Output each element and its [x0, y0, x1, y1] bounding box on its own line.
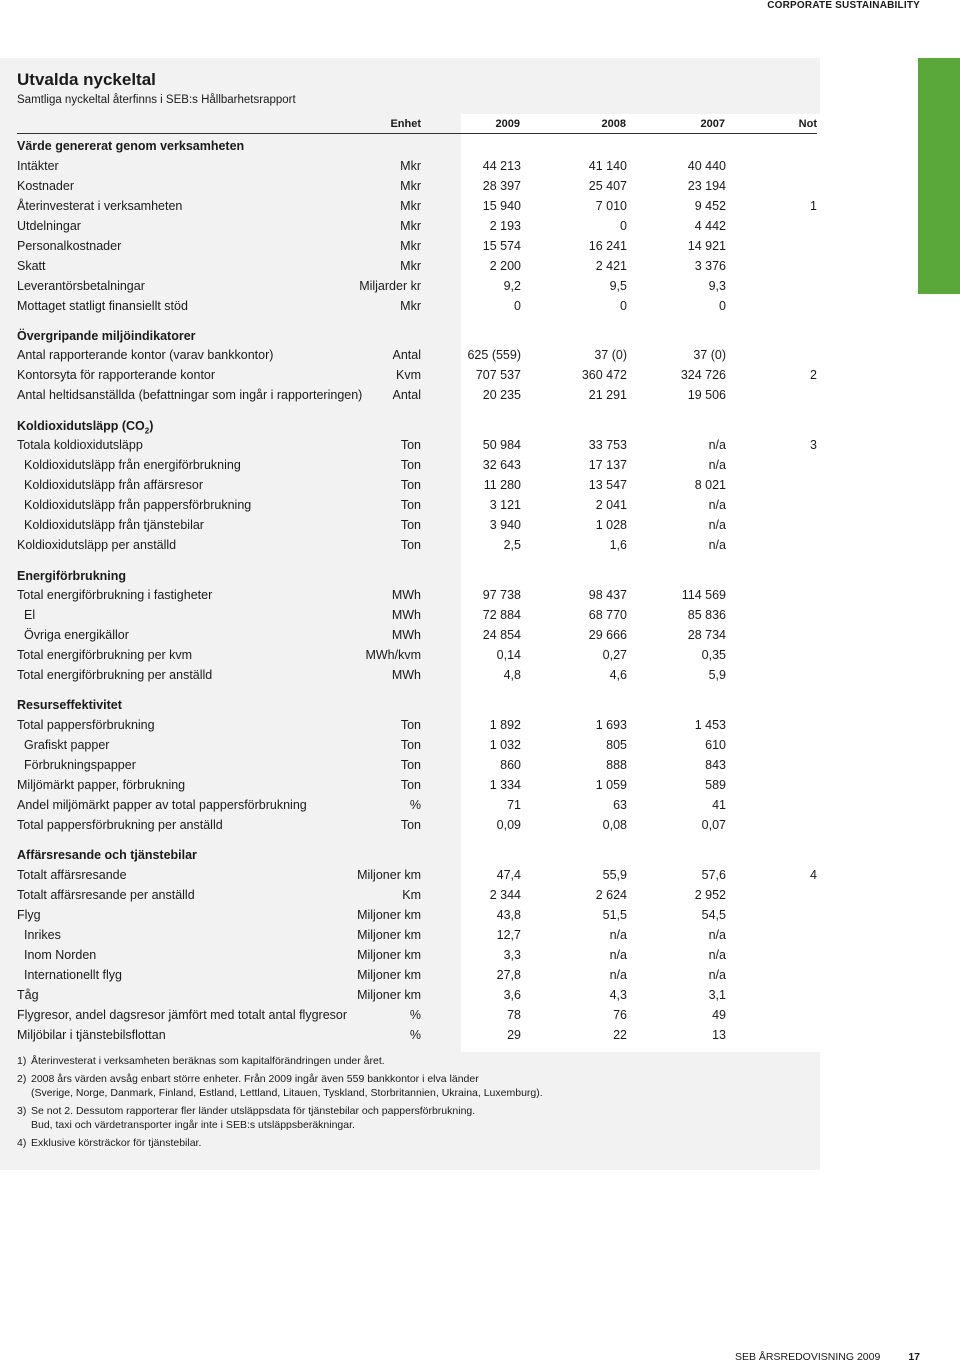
value-2009: 50 984: [482, 438, 521, 452]
value-2007: 49: [712, 1008, 726, 1022]
value-2007: 41: [712, 798, 726, 812]
value-2007: 4 442: [694, 219, 726, 233]
value-2008: 0: [620, 219, 627, 233]
value-2007: 3 376: [694, 259, 726, 273]
table-row: [17, 626, 817, 644]
value-2007: n/a: [708, 948, 726, 962]
value-2007: 54,5: [701, 908, 726, 922]
row-label: Andel miljömärkt papper av total pappersförbrukning: [17, 798, 307, 812]
value-2008: n/a: [609, 968, 627, 982]
section-title-value-generated: Värde genererat genom verksamheten: [17, 139, 245, 153]
row-unit: Miljoner km: [357, 868, 421, 882]
footnote-text: Se not 2. Dessutom rapporterar fler länder utsläppsdata för tjänstebilar och pappersförbrukning.: [31, 1105, 476, 1117]
row-unit: Miljoner km: [357, 908, 421, 922]
value-2007: n/a: [708, 968, 726, 982]
row-label: Totalt affärsresande per anställd: [17, 888, 195, 902]
footnote-text: (Sverige, Norge, Danmark, Finland, Estland, Lettland, Litauen, Tyskland, Storbritannien, Ukraina, Luxemburg).: [31, 1087, 543, 1099]
row-unit: Ton: [400, 758, 421, 772]
row-label: Kostnader: [17, 179, 74, 193]
row-label: Internationellt flyg: [24, 968, 122, 982]
value-2009: 1 334: [489, 778, 521, 792]
value-2008: 7 010: [595, 199, 627, 213]
table-row: [17, 816, 817, 834]
row-label: Kontorsyta för rapporterande kontor: [17, 368, 216, 382]
row-unit: Ton: [400, 738, 421, 752]
table-row: [17, 277, 817, 295]
row-label: Total energiförbrukning per kvm: [17, 648, 193, 662]
row-label: Utdelningar: [17, 219, 81, 233]
page-subtitle: Samtliga nyckeltal återfinns i SEB:s Hållbarhetsrapport: [17, 94, 296, 106]
row-unit: Mkr: [400, 299, 421, 313]
table-row: [17, 257, 817, 275]
value-2008: 1 059: [595, 778, 627, 792]
value-2009: 15 940: [482, 199, 521, 213]
value-2008: 4,6: [609, 668, 627, 682]
footnote: [17, 1072, 797, 1100]
footnote: [17, 1104, 797, 1132]
table-row: [17, 776, 817, 794]
row-unit: MWh/kvm: [365, 648, 421, 662]
value-2009: 625 (559): [467, 348, 521, 362]
value-2007: 9,3: [708, 279, 726, 293]
value-2008: 21 291: [588, 388, 627, 402]
value-2007: 114 569: [681, 588, 726, 602]
row-label: Total pappersförbrukning per anställd: [17, 818, 223, 832]
value-2007: 14 921: [687, 239, 726, 253]
row-unit: Ton: [400, 778, 421, 792]
value-2008: n/a: [609, 928, 627, 942]
footnote-number: 2): [17, 1073, 27, 1085]
table-row: [17, 237, 817, 255]
row-label: Total energiförbrukning i fastigheter: [17, 588, 213, 602]
value-2009: 2 200: [489, 259, 521, 273]
row-label: Antal rapporterande kontor (varav bankkontor): [17, 348, 274, 362]
row-label: Koldioxidutsläpp per anställd: [17, 538, 177, 552]
row-unit: MWh: [391, 668, 421, 682]
row-label: Totala koldioxidutsläpp: [17, 438, 143, 452]
value-2007: 3,1: [708, 988, 726, 1002]
value-2007: 23 194: [687, 179, 726, 193]
value-2008: 68 770: [588, 608, 627, 622]
value-2008: 55,9: [602, 868, 627, 882]
column-header-unit: Enhet: [390, 118, 421, 130]
table-row: [17, 646, 817, 664]
row-unit: Miljoner km: [357, 968, 421, 982]
value-2008: 888: [606, 758, 627, 772]
row-label: Mottaget statligt finansiellt stöd: [17, 299, 188, 313]
value-2007: 2 952: [694, 888, 726, 902]
column-header-2008: 2008: [601, 118, 626, 130]
table-row: [17, 796, 817, 814]
row-label: Leverantörsbetalningar: [17, 279, 145, 293]
row-unit: Mkr: [400, 259, 421, 273]
footnote-text: Exklusive körsträckor för tjänstebilar.: [31, 1137, 202, 1149]
row-unit: Km: [402, 888, 421, 902]
row-unit: Miljoner km: [357, 928, 421, 942]
row-unit: Ton: [400, 538, 421, 552]
value-2009: 15 574: [482, 239, 521, 253]
value-2008: 41 140: [588, 159, 627, 173]
table-row: [17, 736, 817, 754]
value-2009: 9,2: [503, 279, 521, 293]
value-2008: 13 547: [588, 478, 627, 492]
row-label: Koldioxidutsläpp från pappersförbrukning: [24, 498, 252, 512]
value-2009: 707 537: [475, 368, 521, 382]
table-row: [17, 716, 817, 734]
row-unit: %: [409, 1028, 421, 1042]
row-unit: Ton: [400, 518, 421, 532]
table-row: [17, 177, 817, 195]
value-2007: 0,35: [701, 648, 726, 662]
column-header-2009: 2009: [495, 118, 520, 130]
value-2007: 324 726: [680, 368, 726, 382]
table-row: [17, 946, 817, 964]
section-title-co2: Koldioxidutsläpp $(CO_2)$: [17, 419, 154, 436]
value-2008: 2 624: [595, 888, 627, 902]
report-name: SEB ÅRSREDOVISNING 2009: [735, 1351, 881, 1363]
value-2009: 24 854: [482, 628, 521, 642]
column-header-note: Not: [798, 118, 817, 130]
row-unit: %: [409, 1008, 421, 1022]
value-2009: 2 344: [489, 888, 521, 902]
value-2008: 2 041: [595, 498, 627, 512]
table-row: [17, 297, 817, 315]
value-2009: 20 235: [482, 388, 521, 402]
table-row: [17, 756, 817, 774]
row-label: Totalt affärsresande: [17, 868, 127, 882]
table-row: [17, 986, 817, 1004]
row-label: Personalkostnader: [17, 239, 122, 253]
footnotes: [17, 1054, 797, 1154]
value-2008: 51,5: [602, 908, 627, 922]
value-2009: 28 397: [482, 179, 521, 193]
table-row: [17, 586, 817, 604]
page-footer: [735, 1351, 920, 1364]
table-row: [17, 476, 817, 494]
value-2009: 4,8: [503, 668, 521, 682]
table-row: [17, 536, 817, 554]
row-label: Återinvesterat i verksamheten: [17, 199, 183, 213]
value-2008: 1 028: [595, 518, 627, 532]
row-label: Övriga energikällor: [24, 628, 129, 642]
value-2009: 2 193: [489, 219, 521, 233]
row-label: Flyg: [17, 908, 41, 922]
value-2008: 805: [606, 738, 627, 752]
value-2009: 2,5: [503, 538, 521, 552]
row-unit: Mkr: [400, 239, 421, 253]
column-header-2007: 2007: [700, 118, 725, 130]
row-unit: Ton: [400, 498, 421, 512]
table-row: [17, 1006, 817, 1024]
table-row: [17, 926, 817, 944]
table-row: [17, 886, 817, 904]
value-2009: 1 032: [489, 738, 521, 752]
value-2008: 0,08: [602, 818, 627, 832]
table-row: [17, 346, 817, 364]
row-unit: Ton: [400, 718, 421, 732]
value-2009: 3 121: [489, 498, 521, 512]
value-2007: 8 021: [694, 478, 726, 492]
row-unit: MWh: [391, 608, 421, 622]
value-2007: 589: [705, 778, 726, 792]
value-2009: 1 892: [489, 718, 521, 732]
value-2007: n/a: [708, 498, 726, 512]
row-label: Tåg: [17, 988, 39, 1002]
table-row: [17, 496, 817, 514]
value-2007: 0: [719, 299, 726, 313]
value-2007: 57,6: [701, 868, 726, 882]
table-row: [17, 906, 817, 924]
value-2009: 29: [507, 1028, 521, 1042]
value-2009: 97 738: [482, 588, 521, 602]
value-2009: 3,6: [503, 988, 521, 1002]
row-unit: Miljarder kr: [359, 279, 421, 293]
table-row: [17, 436, 817, 454]
value-2008: 33 753: [588, 438, 627, 452]
value-2008: 0: [620, 299, 627, 313]
row-label: El: [24, 608, 36, 622]
value-2008: 63: [613, 798, 627, 812]
value-2008: 360 472: [581, 368, 627, 382]
row-label: Intäkter: [17, 159, 59, 173]
table-row: [17, 1026, 817, 1044]
row-label: Skatt: [17, 259, 46, 273]
value-2007: 843: [705, 758, 726, 772]
row-unit: MWh: [391, 588, 421, 602]
value-2007: 5,9: [708, 668, 726, 682]
value-2009: 27,8: [496, 968, 521, 982]
table-row: [17, 366, 817, 384]
value-2009: 0,14: [496, 648, 521, 662]
row-unit: MWh: [391, 628, 421, 642]
row-unit: Ton: [400, 458, 421, 472]
value-2008: 2 421: [595, 259, 627, 273]
value-2007: 9 452: [694, 199, 726, 213]
row-label: Förbrukningspapper: [24, 758, 136, 772]
row-unit: Mkr: [400, 159, 421, 173]
footnote: [17, 1054, 797, 1068]
value-2007: n/a: [708, 458, 726, 472]
value-2009: 0: [514, 299, 521, 313]
table-row: [17, 456, 817, 474]
row-unit: Miljoner km: [357, 988, 421, 1002]
value-2008: 25 407: [588, 179, 627, 193]
row-label: Total pappersförbrukning: [17, 718, 155, 732]
table-row: [17, 157, 817, 175]
value-2008: 16 241: [588, 239, 627, 253]
row-note: 4: [810, 868, 817, 882]
header-divider: [17, 133, 817, 134]
value-2008: 1,6: [609, 538, 627, 552]
value-2009: 72 884: [482, 608, 521, 622]
section-title-environment: Övergripande miljöindikatorer: [17, 329, 196, 343]
row-label: Total energiförbrukning per anställd: [17, 668, 213, 682]
value-2007: 1 453: [694, 718, 726, 732]
table-row: [17, 386, 817, 404]
value-2007: n/a: [708, 538, 726, 552]
table-row: [17, 516, 817, 534]
table-row: [17, 217, 817, 235]
value-2008: 98 437: [588, 588, 627, 602]
section-color-tab: [918, 58, 960, 294]
row-unit: Ton: [400, 818, 421, 832]
value-2008: 37 (0): [594, 348, 627, 362]
row-label: Grafiskt papper: [24, 738, 110, 752]
footnote-number: 1): [17, 1055, 27, 1067]
value-2009: 11 280: [483, 478, 521, 492]
value-2008: 29 666: [588, 628, 627, 642]
value-2009: 78: [507, 1008, 521, 1022]
value-2009: 43,8: [496, 908, 521, 922]
value-2008: 4,3: [609, 988, 627, 1002]
row-unit: %: [409, 798, 421, 812]
row-label: Koldioxidutsläpp från energiförbrukning: [24, 458, 241, 472]
row-unit: Antal: [392, 388, 421, 402]
row-label: Koldioxidutsläpp från affärsresor: [24, 478, 204, 492]
value-2007: n/a: [708, 518, 726, 532]
value-2007: 28 734: [687, 628, 726, 642]
row-label: Miljömärkt papper, förbrukning: [17, 778, 186, 792]
value-2008: 22: [613, 1028, 627, 1042]
row-unit: Miljoner km: [357, 948, 421, 962]
section-title-travel: Affärsresande och tjänstebilar: [17, 848, 197, 862]
value-2009: 0,09: [496, 818, 521, 832]
value-2008: 1 693: [595, 718, 627, 732]
row-unit: Mkr: [400, 179, 421, 193]
value-2007: 0,07: [701, 818, 726, 832]
row-label: Koldioxidutsläpp från tjänstebilar: [24, 518, 204, 532]
value-2007: 13: [712, 1028, 726, 1042]
row-label: Antal heltidsanställda (befattningar som ingår i rapporteringen): [17, 388, 363, 402]
row-note: 3: [810, 438, 817, 452]
section-header-label: CORPORATE SUSTAINABILITY: [767, 0, 920, 11]
value-2007: n/a: [708, 928, 726, 942]
table-row: [17, 197, 817, 215]
footnote-text: Återinvesterat i verksamheten beräknas som kapitalförändringen under året.: [31, 1055, 385, 1067]
row-label: Flygresor, andel dagsresor jämfört med totalt antal flygresor: [17, 1008, 348, 1022]
value-2007: 85 836: [687, 608, 726, 622]
table-row: [17, 966, 817, 984]
value-2008: 17 137: [588, 458, 627, 472]
row-label: Inom Norden: [24, 948, 97, 962]
value-2007: 40 440: [687, 159, 726, 173]
value-2007: 19 506: [687, 388, 726, 402]
section-title-energy: Energiförbrukning: [17, 569, 127, 583]
value-2008: 9,5: [609, 279, 627, 293]
value-2009: 3 940: [489, 518, 521, 532]
row-unit: Antal: [392, 348, 421, 362]
row-unit: Ton: [400, 478, 421, 492]
footnote-number: 4): [17, 1137, 27, 1149]
row-note: 1: [810, 199, 817, 213]
row-label: Inrikes: [24, 928, 61, 942]
value-2008: 76: [613, 1008, 627, 1022]
footnote-number: 3): [17, 1105, 27, 1117]
row-unit: Ton: [400, 438, 421, 452]
footnote: [17, 1136, 797, 1150]
page-title: Utvalda nyckeltal: [17, 70, 156, 89]
value-2007: 610: [705, 738, 726, 752]
row-note: 2: [810, 368, 817, 382]
value-2009: 3,3: [503, 948, 521, 962]
value-2008: 0,27: [602, 648, 627, 662]
value-2009: 32 643: [482, 458, 521, 472]
row-unit: Kvm: [396, 368, 421, 382]
value-2008: n/a: [609, 948, 627, 962]
row-unit: Mkr: [400, 199, 421, 213]
table-row: [17, 606, 817, 624]
row-label: Miljöbilar i tjänstebilsflottan: [17, 1028, 166, 1042]
value-2007: n/a: [708, 438, 726, 452]
table-row: [17, 666, 817, 684]
footnote-text: 2008 års värden avsåg enbart större enheter. Från 2009 ingår även 559 bankkontor i elva länder: [31, 1073, 479, 1085]
value-2009: 71: [507, 798, 521, 812]
page-number: 17: [908, 1351, 920, 1363]
row-unit: Mkr: [400, 219, 421, 233]
table-row: [17, 866, 817, 884]
value-2009: 44 213: [482, 159, 521, 173]
value-2007: 37 (0): [693, 348, 726, 362]
value-2009: 47,4: [496, 868, 521, 882]
value-2009: 860: [500, 758, 521, 772]
section-title-resources: Resurseffektivitet: [17, 698, 122, 712]
value-2009: 12,7: [496, 928, 521, 942]
footnote-text: Bud, taxi och värdetransporter ingår inte i SEB:s utsläppsberäkningar.: [31, 1119, 355, 1131]
